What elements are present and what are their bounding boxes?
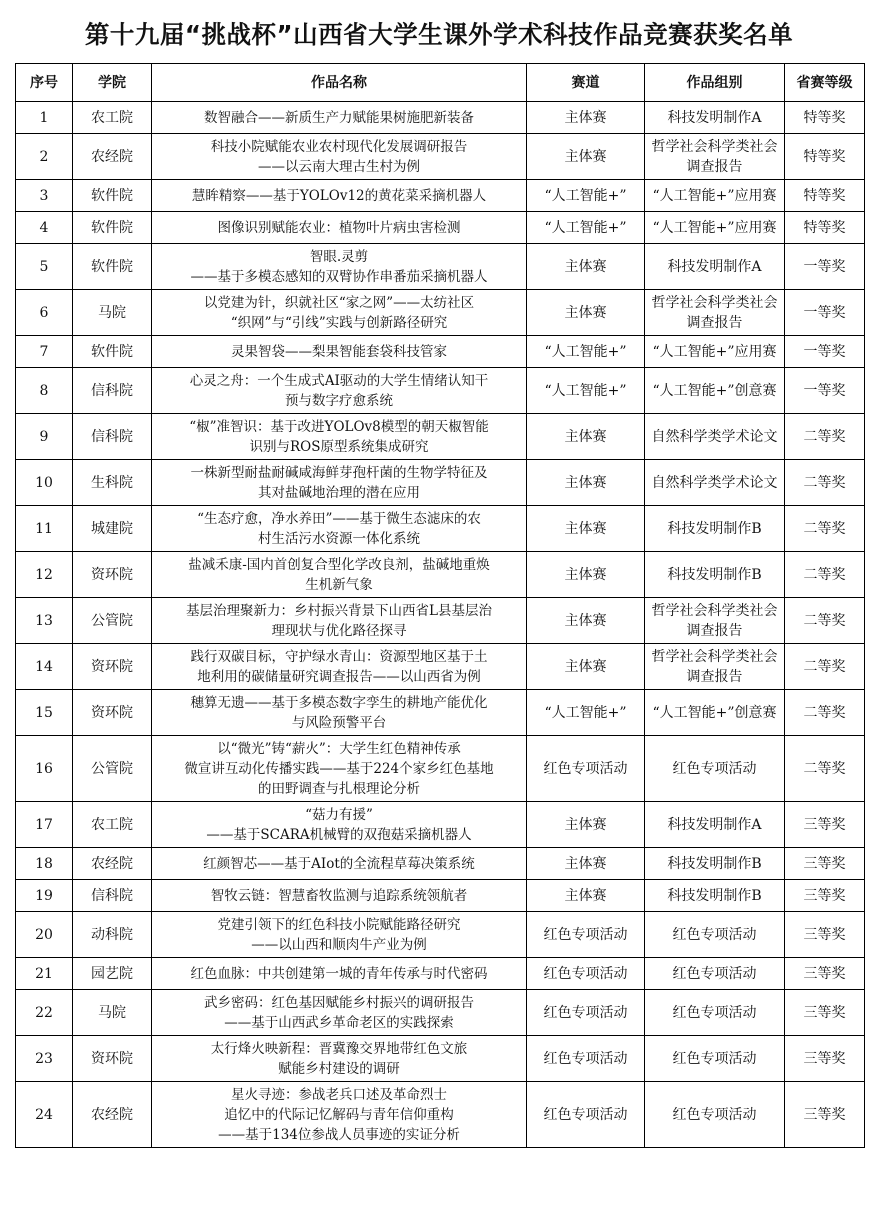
- cell-seq: 1: [16, 102, 73, 134]
- cell-work-name-line: “椒”准智识：基于改进YOLOv8模型的朝天椒智能: [189, 418, 489, 435]
- cell-college: 农工院: [73, 102, 152, 134]
- cell-group-line: 红色专项活动: [672, 965, 757, 982]
- cell-award-level: 二等奖: [785, 414, 865, 460]
- cell-group-line: “人工智能+”应用赛: [652, 343, 777, 360]
- cell-college: 信科院: [73, 414, 152, 460]
- table-row: [16, 414, 865, 460]
- cell-group: [645, 552, 785, 598]
- cell-track: 红色专项活动: [527, 990, 645, 1036]
- cell-college: 农经院: [73, 134, 152, 180]
- cell-seq: 19: [16, 880, 73, 912]
- table-body: [16, 102, 865, 1148]
- cell-work-name: [152, 368, 527, 414]
- cell-award-level: 一等奖: [785, 290, 865, 336]
- cell-group: [645, 958, 785, 990]
- cell-seq: 2: [16, 134, 73, 180]
- cell-track: 红色专项活动: [527, 958, 645, 990]
- cell-work-name-line: 微宣讲互动化传播实践——基于224个家乡红色基地: [184, 760, 494, 777]
- cell-work-name: [152, 506, 527, 552]
- cell-college: 马院: [73, 990, 152, 1036]
- cell-work-name-line: 灵果智袋——梨果智能套袋科技管家: [231, 343, 447, 360]
- cell-award-level: 一等奖: [785, 368, 865, 414]
- cell-award-level: 三等奖: [785, 802, 865, 848]
- cell-work-name: [152, 134, 527, 180]
- cell-group: [645, 212, 785, 244]
- cell-group-line: 科技发明制作B: [667, 520, 762, 537]
- cell-award-level: 三等奖: [785, 958, 865, 990]
- cell-work-name-line: “生态疗愈，净水养田”——基于微生态滤床的农: [197, 510, 481, 527]
- cell-group-line: 哲学社会科学类社会: [651, 138, 778, 155]
- cell-award-level: 二等奖: [785, 552, 865, 598]
- cell-work-name-line: 星火寻迹：参战老兵口述及革命烈士: [231, 1086, 447, 1103]
- cell-work-name: [152, 460, 527, 506]
- cell-work-name-line: 识别与ROS原型系统集成研究: [249, 438, 429, 455]
- cell-seq: 3: [16, 180, 73, 212]
- cell-work-name: [152, 1036, 527, 1082]
- cell-work-name: [152, 644, 527, 690]
- cell-award-level: 特等奖: [785, 102, 865, 134]
- cell-group-line: 红色专项活动: [672, 1050, 757, 1067]
- cell-college: 资环院: [73, 690, 152, 736]
- cell-group-line: 自然科学类学术论文: [651, 474, 778, 491]
- cell-work-name-line: ——以山西和顺肉牛产业为例: [251, 936, 427, 953]
- cell-work-name-line: 慧眸精察——基于YOLOv12的黄花菜采摘机器人: [191, 187, 487, 204]
- cell-group: [645, 414, 785, 460]
- cell-seq: 7: [16, 336, 73, 368]
- cell-track: 红色专项活动: [527, 912, 645, 958]
- table-row: [16, 506, 865, 552]
- header-track: 赛道: [527, 64, 645, 102]
- cell-award-level: 二等奖: [785, 598, 865, 644]
- table-row: [16, 102, 865, 134]
- cell-track: 主体赛: [527, 644, 645, 690]
- cell-track: 主体赛: [527, 802, 645, 848]
- cell-college: 动科院: [73, 912, 152, 958]
- cell-group: [645, 880, 785, 912]
- cell-track: 主体赛: [527, 460, 645, 506]
- cell-work-name: [152, 848, 527, 880]
- cell-seq: 22: [16, 990, 73, 1036]
- cell-seq: 14: [16, 644, 73, 690]
- cell-award-level: 二等奖: [785, 506, 865, 552]
- cell-group: [645, 506, 785, 552]
- cell-seq: 11: [16, 506, 73, 552]
- cell-award-level: 二等奖: [785, 736, 865, 802]
- cell-seq: 21: [16, 958, 73, 990]
- cell-track: 主体赛: [527, 290, 645, 336]
- cell-group: [645, 290, 785, 336]
- cell-work-name-line: 生机新气象: [305, 576, 373, 593]
- table-row: [16, 644, 865, 690]
- cell-seq: 18: [16, 848, 73, 880]
- cell-college: 资环院: [73, 552, 152, 598]
- table-row: [16, 244, 865, 290]
- cell-work-name-line: “织网”与“引线”实践与创新路径研究: [230, 314, 448, 331]
- cell-award-level: 三等奖: [785, 990, 865, 1036]
- cell-work-name: [152, 102, 527, 134]
- cell-college: 信科院: [73, 880, 152, 912]
- cell-work-name: [152, 736, 527, 802]
- cell-group: [645, 598, 785, 644]
- header-group: 作品组别: [645, 64, 785, 102]
- cell-award-level: 三等奖: [785, 1082, 865, 1148]
- cell-award-level: 三等奖: [785, 848, 865, 880]
- cell-award-level: 二等奖: [785, 460, 865, 506]
- cell-college: 软件院: [73, 336, 152, 368]
- cell-work-name-line: ——基于山西武乡革命老区的实践探索: [224, 1014, 454, 1031]
- cell-work-name-line: ——基于134位参战人员事迹的实证分析: [218, 1126, 460, 1143]
- cell-work-name-line: 理现状与优化路径探寻: [271, 622, 407, 639]
- cell-group: [645, 460, 785, 506]
- cell-work-name-line: 赋能乡村建设的调研: [278, 1060, 400, 1077]
- table-row: [16, 912, 865, 958]
- table-row: [16, 212, 865, 244]
- cell-group: [645, 336, 785, 368]
- cell-group-line: 调查报告: [686, 622, 743, 639]
- cell-track: 主体赛: [527, 414, 645, 460]
- cell-work-name-line: 地利用的碳储量研究调查报告——以山西省为例: [197, 668, 481, 685]
- cell-work-name: [152, 212, 527, 244]
- cell-group-line: 哲学社会科学类社会: [651, 648, 778, 665]
- award-table: [15, 63, 865, 1148]
- cell-track: “人工智能+”: [527, 690, 645, 736]
- cell-work-name: [152, 290, 527, 336]
- cell-group: [645, 690, 785, 736]
- cell-award-level: 一等奖: [785, 336, 865, 368]
- cell-track: 红色专项活动: [527, 736, 645, 802]
- cell-track: 主体赛: [527, 880, 645, 912]
- table-row: [16, 1036, 865, 1082]
- table-row: [16, 552, 865, 598]
- cell-seq: 24: [16, 1082, 73, 1148]
- cell-college: 农工院: [73, 802, 152, 848]
- table-row: [16, 848, 865, 880]
- cell-group: [645, 848, 785, 880]
- table-row: [16, 368, 865, 414]
- cell-seq: 23: [16, 1036, 73, 1082]
- table-row: [16, 958, 865, 990]
- table-row: [16, 990, 865, 1036]
- cell-college: 信科院: [73, 368, 152, 414]
- table-row: [16, 690, 865, 736]
- cell-group-line: 科技发明制作B: [667, 855, 762, 872]
- cell-group: [645, 990, 785, 1036]
- cell-award-level: 三等奖: [785, 912, 865, 958]
- table-row: [16, 460, 865, 506]
- cell-work-name-line: “菇力有援”: [305, 806, 373, 823]
- cell-group-line: 科技发明制作A: [667, 258, 762, 275]
- cell-work-name-line: 与风险预警平台: [291, 714, 387, 731]
- header-level: 省赛等级: [785, 64, 865, 102]
- cell-group: [645, 102, 785, 134]
- cell-college: 公管院: [73, 598, 152, 644]
- cell-group-line: 红色专项活动: [672, 1004, 757, 1021]
- cell-group-line: 科技发明制作B: [667, 887, 762, 904]
- cell-group: [645, 736, 785, 802]
- cell-work-name-line: 基层治理聚新力：乡村振兴背景下山西省L县基层治: [186, 602, 492, 619]
- cell-seq: 4: [16, 212, 73, 244]
- cell-work-name-line: 村生活污水资源一体化系统: [258, 530, 420, 547]
- cell-work-name-line: 党建引领下的红色科技小院赋能路径研究: [217, 916, 461, 933]
- cell-group-line: 调查报告: [686, 314, 743, 331]
- cell-track: 主体赛: [527, 598, 645, 644]
- cell-work-name-line: 一株新型耐盐耐碱咸海鲜芽孢杆菌的生物学特征及: [190, 464, 488, 481]
- cell-group-line: 红色专项活动: [672, 760, 757, 777]
- cell-work-name-line: 追忆中的代际记忆解码与青年信仰重构: [224, 1106, 454, 1123]
- cell-seq: 16: [16, 736, 73, 802]
- cell-work-name-line: 智牧云链：智慧畜牧监测与追踪系统领航者: [210, 887, 468, 904]
- cell-college: 生科院: [73, 460, 152, 506]
- cell-work-name-line: 其对盐碱地治理的潜在应用: [258, 484, 420, 501]
- cell-group: [645, 1036, 785, 1082]
- cell-track: 红色专项活动: [527, 1082, 645, 1148]
- cell-work-name-line: 的田野调查与扎根理论分析: [258, 780, 420, 797]
- cell-college: 资环院: [73, 644, 152, 690]
- cell-group: [645, 368, 785, 414]
- cell-track: “人工智能+”: [527, 368, 645, 414]
- cell-work-name-line: 太行烽火映新程：晋冀豫交界地带红色文旅: [210, 1040, 468, 1057]
- cell-track: 主体赛: [527, 244, 645, 290]
- cell-work-name: [152, 180, 527, 212]
- cell-college: 马院: [73, 290, 152, 336]
- cell-group: [645, 180, 785, 212]
- cell-work-name: [152, 690, 527, 736]
- cell-group: [645, 644, 785, 690]
- cell-work-name-line: 以党建为针，织就社区“家之网”——太纺社区: [203, 294, 475, 311]
- cell-track: 主体赛: [527, 134, 645, 180]
- cell-track: “人工智能+”: [527, 180, 645, 212]
- cell-group-line: “人工智能+”应用赛: [652, 219, 777, 236]
- cell-group-line: 哲学社会科学类社会: [651, 602, 778, 619]
- cell-group-line: 科技发明制作B: [667, 566, 762, 583]
- cell-seq: 17: [16, 802, 73, 848]
- cell-group-line: 科技发明制作A: [667, 109, 762, 126]
- cell-track: 主体赛: [527, 102, 645, 134]
- cell-work-name: [152, 414, 527, 460]
- cell-college: 农经院: [73, 1082, 152, 1148]
- header-name: 作品名称: [152, 64, 527, 102]
- cell-group-line: 科技发明制作A: [667, 816, 762, 833]
- cell-group: [645, 1082, 785, 1148]
- cell-seq: 20: [16, 912, 73, 958]
- cell-track: 主体赛: [527, 506, 645, 552]
- table-header-row: [16, 64, 865, 102]
- cell-work-name-line: 红色血脉：中共创建第一城的青年传承与时代密码: [190, 965, 488, 982]
- cell-seq: 15: [16, 690, 73, 736]
- table-row: [16, 598, 865, 644]
- cell-seq: 10: [16, 460, 73, 506]
- cell-college: 软件院: [73, 180, 152, 212]
- cell-award-level: 三等奖: [785, 880, 865, 912]
- cell-work-name: [152, 912, 527, 958]
- cell-group: [645, 802, 785, 848]
- cell-work-name-line: 数智融合——新质生产力赋能果树施肥新装备: [204, 109, 474, 126]
- table-row: [16, 1082, 865, 1148]
- table-row: [16, 134, 865, 180]
- cell-seq: 13: [16, 598, 73, 644]
- cell-work-name-line: 践行双碳目标，守护绿水青山：资源型地区基于土: [190, 648, 488, 665]
- cell-group-line: “人工智能+”创意赛: [652, 382, 777, 399]
- cell-award-level: 二等奖: [785, 690, 865, 736]
- cell-group-line: 红色专项活动: [672, 926, 757, 943]
- table-row: [16, 180, 865, 212]
- cell-track: “人工智能+”: [527, 212, 645, 244]
- header-seq: 序号: [16, 64, 73, 102]
- cell-work-name: [152, 990, 527, 1036]
- cell-group: [645, 244, 785, 290]
- cell-work-name-line: ——以云南大理古生村为例: [258, 158, 420, 175]
- cell-work-name-line: ——基于多模态感知的双臂协作串番茄采摘机器人: [190, 268, 488, 285]
- cell-work-name-line: 智眼.灵剪: [309, 248, 369, 265]
- cell-award-level: 二等奖: [785, 644, 865, 690]
- cell-track: 主体赛: [527, 552, 645, 598]
- cell-seq: 9: [16, 414, 73, 460]
- cell-seq: 6: [16, 290, 73, 336]
- cell-group-line: 红色专项活动: [672, 1106, 757, 1123]
- cell-work-name: [152, 802, 527, 848]
- cell-award-level: 一等奖: [785, 244, 865, 290]
- header-college: 学院: [73, 64, 152, 102]
- cell-award-level: 特等奖: [785, 212, 865, 244]
- cell-seq: 8: [16, 368, 73, 414]
- cell-work-name-line: 红颜智芯——基于AIot的全流程草莓决策系统: [203, 855, 475, 872]
- cell-work-name: [152, 244, 527, 290]
- cell-seq: 12: [16, 552, 73, 598]
- cell-work-name-line: 穗算无遗——基于多模态数字孪生的耕地产能优化: [190, 694, 488, 711]
- cell-college: 软件院: [73, 212, 152, 244]
- cell-college: 城建院: [73, 506, 152, 552]
- cell-track: 红色专项活动: [527, 1036, 645, 1082]
- cell-group-line: 自然科学类学术论文: [651, 428, 778, 445]
- cell-work-name: [152, 958, 527, 990]
- table-row: [16, 736, 865, 802]
- table-row: [16, 336, 865, 368]
- cell-college: 园艺院: [73, 958, 152, 990]
- cell-work-name-line: ——基于SCARA机械臂的双孢菇采摘机器人: [206, 826, 472, 843]
- cell-group: [645, 912, 785, 958]
- cell-group-line: 调查报告: [686, 158, 743, 175]
- cell-track: “人工智能+”: [527, 336, 645, 368]
- cell-work-name: [152, 336, 527, 368]
- cell-work-name-line: 心灵之舟：一个生成式AI驱动的大学生情绪认知干: [189, 372, 489, 389]
- cell-work-name: [152, 880, 527, 912]
- cell-award-level: 特等奖: [785, 134, 865, 180]
- cell-group-line: 调查报告: [686, 668, 743, 685]
- cell-group-line: “人工智能+”应用赛: [652, 187, 777, 204]
- cell-group: [645, 134, 785, 180]
- page-title: 第十九届“挑战杯”山西省大学生课外学术科技作品竞赛获奖名单: [84, 20, 794, 49]
- cell-track: 主体赛: [527, 848, 645, 880]
- cell-college: 资环院: [73, 1036, 152, 1082]
- cell-work-name-line: 盐减禾康-国内首创复合型化学改良剂，盐碱地重焕: [188, 556, 490, 573]
- cell-work-name-line: 以“微光”铸“薪火”：大学生红色精神传承: [217, 740, 461, 757]
- cell-college: 农经院: [73, 848, 152, 880]
- cell-work-name: [152, 552, 527, 598]
- cell-work-name-line: 武乡密码：红色基因赋能乡村振兴的调研报告: [204, 994, 474, 1011]
- cell-college: 软件院: [73, 244, 152, 290]
- cell-work-name: [152, 598, 527, 644]
- cell-work-name: [152, 1082, 527, 1148]
- cell-work-name-line: 科技小院赋能农业农村现代化发展调研报告: [210, 138, 468, 155]
- table-row: [16, 290, 865, 336]
- cell-award-level: 三等奖: [785, 1036, 865, 1082]
- cell-group-line: “人工智能+”创意赛: [652, 704, 777, 721]
- cell-group-line: 哲学社会科学类社会: [651, 294, 778, 311]
- table-row: [16, 880, 865, 912]
- table-row: [16, 802, 865, 848]
- cell-college: 公管院: [73, 736, 152, 802]
- cell-work-name-line: 图像识别赋能农业：植物叶片病虫害检测: [217, 219, 461, 236]
- cell-work-name-line: 预与数字疗愈系统: [285, 392, 393, 409]
- cell-award-level: 特等奖: [785, 180, 865, 212]
- cell-seq: 5: [16, 244, 73, 290]
